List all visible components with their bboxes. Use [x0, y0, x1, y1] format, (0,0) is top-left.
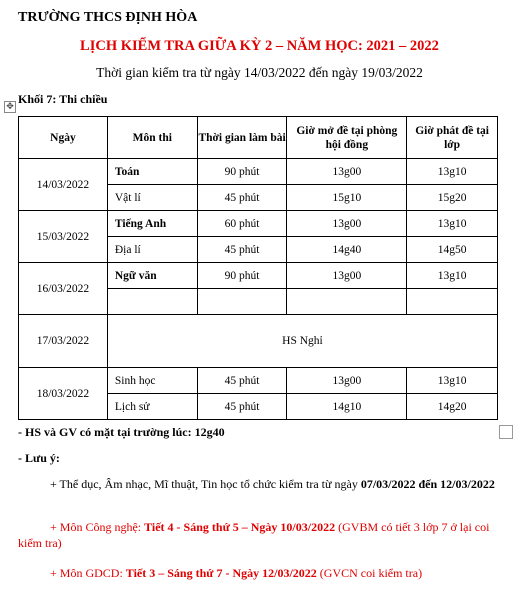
duration-cell: 45 phút	[197, 185, 287, 211]
open-time-cell: 14g40	[287, 237, 407, 263]
open-time-cell: 13g00	[287, 211, 407, 237]
header-duration: Thời gian làm bài	[197, 117, 287, 159]
duration-cell: 90 phút	[197, 263, 287, 289]
empty-cell	[287, 289, 407, 315]
handout-time-cell: 14g20	[407, 394, 498, 420]
subject-cell: Sinh học	[107, 368, 197, 394]
table-header-row	[19, 117, 498, 159]
header-open-time: Giờ mở đề tại phòng hội đồng	[287, 117, 407, 159]
duration-cell: 60 phút	[197, 211, 287, 237]
arrival-note: - HS và GV có mặt tại trường lúc: 12g40	[18, 425, 225, 439]
subject-cell: Ngữ văn	[107, 263, 197, 289]
table-row	[19, 368, 498, 394]
date-cell: 15/03/2022	[19, 211, 108, 263]
grade-label: Khối 7: Thi chiều	[18, 92, 108, 106]
date-cell: 17/03/2022	[19, 315, 108, 368]
duration-cell: 90 phút	[197, 159, 287, 185]
handout-time-cell: 13g10	[407, 263, 498, 289]
date-cell: 18/03/2022	[19, 368, 108, 420]
subject-cell: Địa lí	[107, 237, 197, 263]
duration-cell: 45 phút	[197, 368, 287, 394]
subject-cell: Toán	[107, 159, 197, 185]
empty-cell	[107, 289, 197, 315]
note-item-civics: + Môn GDCD: Tiết 3 – Sáng thứ 7 - Ngày 12/03/2022 (GVCN coi kiểm tra)	[50, 566, 423, 580]
school-name: TRƯỜNG THCS ĐỊNH HÒA	[18, 10, 198, 25]
handout-time-cell: 13g10	[407, 368, 498, 394]
open-time-cell: 15g10	[287, 185, 407, 211]
subject-cell: Lịch sử	[107, 394, 197, 420]
table-row	[19, 315, 498, 368]
open-time-cell: 13g00	[287, 263, 407, 289]
handout-time-cell: 15g20	[407, 185, 498, 211]
schedule-title: LỊCH KIỂM TRA GIỮA KỲ 2 – NĂM HỌC: 2021 – 2022	[80, 38, 439, 54]
date-cell: 16/03/2022	[19, 263, 108, 315]
handout-time-cell: 13g10	[407, 211, 498, 237]
note-item-pe: + Thể dục, Âm nhạc, Mĩ thuật, Tin học tổ chức kiểm tra từ ngày 07/03/2022 đến 12/03/2022	[50, 477, 495, 491]
schedule-period: Thời gian kiểm tra từ ngày 14/03/2022 đến ngày 19/03/2022	[96, 65, 423, 80]
header-handout-time: Giờ phát đề tại lớp	[407, 117, 498, 159]
handout-time-cell: 13g10	[407, 159, 498, 185]
empty-cell	[407, 289, 498, 315]
handout-time-cell: 14g50	[407, 237, 498, 263]
table-row	[19, 211, 498, 237]
table-row	[19, 159, 498, 185]
date-cell: 14/03/2022	[19, 159, 108, 211]
table-resize-handle[interactable]	[499, 425, 513, 439]
notes-label: - Lưu ý:	[18, 451, 60, 465]
duration-cell: 45 phút	[197, 394, 287, 420]
table-move-handle-icon[interactable]: ✥	[4, 101, 16, 113]
subject-cell: Tiếng Anh	[107, 211, 197, 237]
exam-schedule-table	[18, 116, 498, 420]
open-time-cell: 14g10	[287, 394, 407, 420]
open-time-cell: 13g00	[287, 159, 407, 185]
header-subject: Môn thi	[107, 117, 197, 159]
note-item-technology: + Môn Công nghệ: Tiết 4 - Sáng thứ 5 – Ngày 10/03/2022 (GVBM có tiết 3 lớp 7 ở lại coi kiểm tra)	[18, 520, 490, 550]
duration-cell: 45 phút	[197, 237, 287, 263]
header-date: Ngày	[19, 117, 108, 159]
subject-cell: Vật lí	[107, 185, 197, 211]
open-time-cell: 13g00	[287, 368, 407, 394]
day-off-cell: HS Nghỉ	[107, 315, 497, 368]
empty-cell	[197, 289, 287, 315]
table-row	[19, 263, 498, 289]
